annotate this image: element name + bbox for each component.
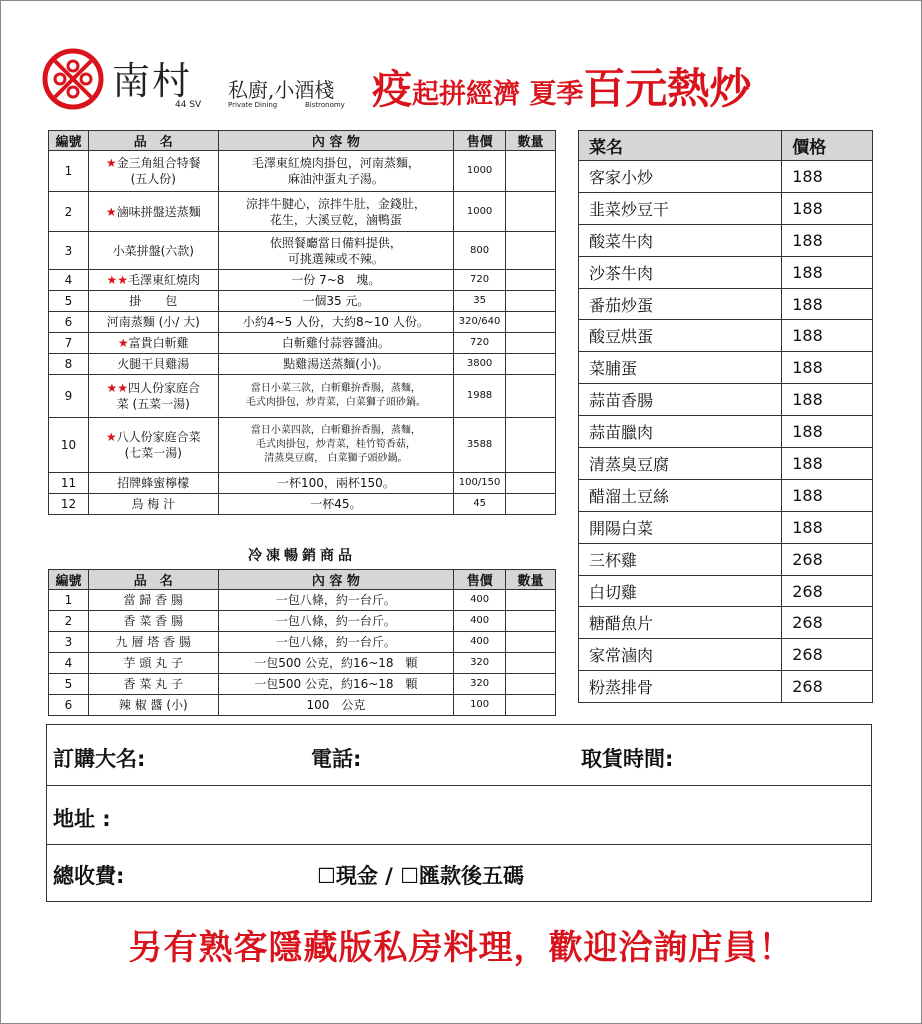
price-row (579, 288, 873, 320)
quantity-cell[interactable] (506, 291, 556, 312)
item-content-cell (218, 418, 453, 473)
price-row (579, 161, 873, 193)
item-price: 320 (454, 674, 506, 695)
quantity-cell[interactable] (506, 375, 556, 418)
price-row (579, 384, 873, 416)
item-number: 8 (49, 354, 89, 375)
order-row-address (47, 786, 871, 845)
dish-price: 188 (782, 320, 873, 352)
payment-method-options: ☐現金 / ☐匯款後五碼 (317, 864, 524, 888)
item-content-cell (218, 632, 454, 653)
item-price: 400 (454, 590, 506, 611)
item-content: 一包八條，約一台斤。 (275, 614, 396, 628)
menu-row (49, 418, 556, 473)
set-menu-table (48, 130, 556, 515)
price-row (579, 224, 873, 256)
quantity-cell[interactable] (506, 354, 556, 375)
slogan-part-1: 疫 (372, 67, 412, 113)
price-row (579, 416, 873, 448)
item-content-line-2: 花生，大溪豆乾，滷鴨蛋 (269, 212, 402, 227)
item-content-cell (218, 333, 453, 354)
dish-name: 三杯雞 (579, 543, 782, 575)
item-price: 45 (454, 494, 506, 515)
item-number: 1 (49, 590, 89, 611)
frozen-header-cell: 品 名 (88, 570, 218, 590)
item-name-line-2: 菜 (五菜一湯) (116, 397, 190, 411)
item-content: 一個35 元。 (302, 294, 370, 308)
item-name: 香 菜 丸 子 (123, 677, 183, 691)
dish-name: 客家小炒 (579, 161, 782, 193)
item-price: 35 (454, 291, 506, 312)
frozen-body (49, 590, 556, 716)
item-content-cell (218, 270, 453, 291)
item-name: 烏 梅 汁 (131, 497, 176, 511)
dish-price: 188 (782, 352, 873, 384)
address-label: 地址 : (53, 807, 111, 831)
menu-row (49, 151, 556, 192)
item-name-cell (88, 674, 218, 695)
item-name: 火腿干貝雞湯 (117, 357, 190, 371)
item-content-line-2: 毛式肉掛包，炒青菜，白菜獅子頭砂鍋。 (245, 397, 426, 408)
dish-price: 188 (782, 511, 873, 543)
dish-price: 268 (782, 543, 873, 575)
item-name: 小菜拼盤(六款) (112, 243, 194, 258)
quantity-cell[interactable] (506, 674, 556, 695)
item-name: 毛澤東紅燒肉 (128, 273, 201, 287)
price-row (579, 607, 873, 639)
menu-row (49, 192, 556, 232)
item-content-cell (218, 695, 454, 716)
brand-english-1: Private Dining (228, 101, 278, 109)
item-content: 當日小菜四款，白斬雞拚香腸，蒸麵， (250, 425, 421, 436)
item-name-cell (88, 354, 218, 375)
item-content-cell (218, 151, 453, 192)
item-name-cell (88, 590, 218, 611)
menu-header-cell: 品 名 (88, 131, 218, 151)
menu-row (49, 473, 556, 494)
item-content: 一份 7~8 塊。 (291, 273, 381, 287)
dish-name: 番茄炒蛋 (579, 288, 782, 320)
quantity-cell[interactable] (506, 151, 556, 192)
item-content: 白斬雞付蒜蓉醬油。 (281, 336, 390, 350)
item-number: 1 (49, 151, 89, 192)
price_list-header-cell: 價格 (782, 131, 873, 161)
item-number: 7 (49, 333, 89, 354)
item-number: 2 (49, 611, 89, 632)
menu-row (49, 494, 556, 515)
item-content-cell (218, 291, 453, 312)
item-content-line-3: 清蒸臭豆腐， 白菜獅子頭砂鍋。 (264, 453, 408, 464)
item-number: 6 (49, 312, 89, 333)
item-name-line-2: (七菜一湯) (124, 446, 182, 460)
item-name: 香 菜 香 腸 (123, 614, 183, 628)
dish-price: 188 (782, 448, 873, 480)
brand-code: 44 SV (175, 100, 202, 110)
item-content-cell (218, 611, 454, 632)
dish-price: 268 (782, 639, 873, 671)
price_list-header-cell: 菜名 (579, 131, 782, 161)
item-content: 當日小菜三款，白斬雞拚香腸，蒸麵， (250, 383, 421, 394)
dish-price: 268 (782, 607, 873, 639)
star-icon: ★ (105, 430, 117, 444)
dish-name: 韭菜炒豆干 (579, 192, 782, 224)
phone-label: 電話: (311, 747, 362, 771)
item-number: 5 (49, 291, 89, 312)
menu-row (49, 312, 556, 333)
item-name-cell (88, 375, 218, 418)
menu-header-cell: 內 容 物 (218, 131, 453, 151)
item-number: 3 (49, 232, 89, 270)
item-name: 富貴白斬雞 (128, 336, 189, 350)
item-name: 招牌蜂蜜檸檬 (117, 476, 190, 490)
price-header-row (579, 131, 873, 161)
item-content: 一包八條，約一台斤。 (275, 593, 396, 607)
frozen-header-cell: 數量 (506, 570, 556, 590)
quantity-cell[interactable] (506, 653, 556, 674)
item-content: 依照餐廳當日備料提供， (269, 235, 402, 250)
item-name-line-2: (五人份) (130, 172, 176, 186)
frozen-header-cell: 售價 (454, 570, 506, 590)
dish-name: 酸豆烘蛋 (579, 320, 782, 352)
restaurant-logo-icon (42, 48, 104, 110)
item-name-cell (88, 418, 218, 473)
dish-name: 清蒸臭豆腐 (579, 448, 782, 480)
order-form (46, 724, 872, 902)
quantity-cell[interactable] (506, 232, 556, 270)
item-price: 3800 (454, 354, 506, 375)
slogan-part-3: 百元熱炒 (583, 64, 752, 113)
item-name: 當 歸 香 腸 (123, 593, 183, 607)
price-body (579, 161, 873, 703)
frozen-row (49, 653, 556, 674)
item-content-cell (218, 192, 453, 232)
item-name-cell (88, 695, 218, 716)
item-number: 9 (49, 375, 89, 418)
item-number: 11 (49, 473, 89, 494)
frozen-header-row (49, 570, 556, 590)
dish-name: 蒜苗臘肉 (579, 416, 782, 448)
brand-english-2: Bistronomy (305, 101, 345, 109)
star-icon: ★★ (106, 273, 129, 287)
dish-name: 白切雞 (579, 575, 782, 607)
frozen-header-cell: 內 容 物 (218, 570, 454, 590)
item-name-cell (88, 333, 218, 354)
customer-name-label: 訂購大名: (53, 747, 146, 771)
item-content-cell (218, 494, 453, 515)
dish-price: 188 (782, 479, 873, 511)
quantity-cell[interactable] (506, 695, 556, 716)
dish-price: 188 (782, 256, 873, 288)
item-name: 八人份家庭合菜 (116, 430, 201, 444)
item-content: 點雞湯送蒸麵(小)。 (283, 357, 389, 371)
star-icon: ★ (105, 204, 117, 219)
dish-price: 268 (782, 671, 873, 703)
item-number: 12 (49, 494, 89, 515)
item-content-cell (218, 653, 454, 674)
menu-row (49, 291, 556, 312)
quantity-cell[interactable] (506, 270, 556, 291)
price-row (579, 543, 873, 575)
item-number: 5 (49, 674, 89, 695)
quantity-cell[interactable] (506, 611, 556, 632)
total-fee-label: 總收費: (53, 864, 125, 888)
menu-row (49, 270, 556, 291)
dish-price: 188 (782, 192, 873, 224)
item-content: 一杯100，兩杯150。 (276, 476, 395, 490)
price-row (579, 479, 873, 511)
item-content-cell (218, 674, 454, 695)
item-name-cell (88, 232, 218, 270)
item-number: 4 (49, 653, 89, 674)
item-name-cell (88, 494, 218, 515)
brand-name: 南村 (112, 59, 193, 103)
item-price: 100 (454, 695, 506, 716)
price-row (579, 575, 873, 607)
menu-row (49, 232, 556, 270)
item-content: 一包500 公克，約16~18 顆 (254, 677, 418, 691)
dish-name: 菜脯蛋 (579, 352, 782, 384)
item-number: 4 (49, 270, 89, 291)
pickup-time-label: 取貨時間: (581, 747, 674, 771)
item-name-cell (88, 473, 218, 494)
item-number: 6 (49, 695, 89, 716)
price-row (579, 192, 873, 224)
item-name-cell (88, 632, 218, 653)
item-content-cell (218, 590, 454, 611)
item-price: 320/640 (454, 312, 506, 333)
frozen-header-cell: 編號 (49, 570, 89, 590)
item-price: 1000 (454, 192, 506, 232)
dish-name: 沙茶牛肉 (579, 256, 782, 288)
item-content: 100 公克 (306, 698, 366, 712)
order-row-contact (47, 725, 871, 786)
item-price: 400 (454, 632, 506, 653)
quantity-cell[interactable] (506, 494, 556, 515)
price-row (579, 256, 873, 288)
dish-name: 粉蒸排骨 (579, 671, 782, 703)
menu-body (49, 151, 556, 515)
dish-name: 開陽白菜 (579, 511, 782, 543)
dish-name: 酸菜牛肉 (579, 224, 782, 256)
item-price: 1000 (454, 151, 506, 192)
quantity-cell[interactable] (506, 418, 556, 473)
dish-price: 188 (782, 416, 873, 448)
item-content-cell (218, 312, 453, 333)
quantity-cell[interactable] (506, 632, 556, 653)
item-name-cell (88, 270, 218, 291)
item-name: 芋 頭 丸 子 (123, 656, 183, 670)
menu-header-row (49, 131, 556, 151)
dish-name: 家常滷肉 (579, 639, 782, 671)
item-name-cell (88, 653, 218, 674)
promo-slogan (372, 56, 751, 116)
item-price: 100/150 (454, 473, 506, 494)
item-price: 1988 (454, 375, 506, 418)
dish-price: 188 (782, 161, 873, 193)
dish-name: 醋溜土豆絲 (579, 479, 782, 511)
frozen-row (49, 695, 556, 716)
price-row (579, 639, 873, 671)
item-number: 3 (49, 632, 89, 653)
item-name-cell (88, 192, 218, 232)
frozen-row (49, 674, 556, 695)
item-content-line-2: 毛式肉掛包，炒青菜，桂竹筍香菇， (255, 439, 416, 450)
dish-name: 糖醋魚片 (579, 607, 782, 639)
item-content-cell (218, 375, 453, 418)
item-content-cell (218, 473, 453, 494)
item-price: 720 (454, 333, 506, 354)
item-name-cell (88, 312, 218, 333)
star-icon: ★ (105, 156, 117, 170)
frozen-row (49, 590, 556, 611)
item-name-cell (88, 291, 218, 312)
item-price: 3588 (454, 418, 506, 473)
dish-price: 188 (782, 224, 873, 256)
item-price: 320 (454, 653, 506, 674)
price-row (579, 320, 873, 352)
item-price: 720 (454, 270, 506, 291)
item-content: 一包500 公克，約16~18 顆 (254, 656, 418, 670)
price-list-table (578, 130, 873, 703)
item-content-line-2: 可挑選辣或不辣。 (287, 251, 384, 266)
quantity-cell[interactable] (506, 312, 556, 333)
price-row (579, 352, 873, 384)
quantity-cell[interactable] (506, 333, 556, 354)
slogan-part-2: 起拼經濟 夏季 (412, 79, 584, 110)
item-name: 九 層 塔 香 腸 (115, 635, 191, 649)
dish-price: 188 (782, 288, 873, 320)
quantity-cell[interactable] (506, 192, 556, 232)
item-name: 河南蒸麵 (小/ 大) (106, 315, 200, 329)
menu-row (49, 354, 556, 375)
frozen-section-title: 冷凍暢銷商品 (248, 548, 356, 564)
frozen-row (49, 632, 556, 653)
price-row (579, 671, 873, 703)
item-name: 滷味拼盤送蒸麵 (116, 204, 201, 219)
menu-row (49, 333, 556, 354)
item-name: 四人份家庭合 (128, 381, 201, 395)
menu-header-cell: 編號 (49, 131, 89, 151)
menu-header-cell: 數量 (506, 131, 556, 151)
item-number: 2 (49, 192, 89, 232)
item-content: 一包八條，約一台斤。 (275, 635, 396, 649)
quantity-cell[interactable] (506, 473, 556, 494)
item-content-cell (218, 354, 453, 375)
item-content-cell (218, 232, 453, 270)
item-content-line-2: 麻油沖蛋丸子湯。 (287, 172, 384, 186)
item-content: 一杯45。 (310, 497, 362, 511)
item-price: 800 (454, 232, 506, 270)
price-row (579, 511, 873, 543)
menu-row (49, 375, 556, 418)
brand-subtitle: 私廚,小酒棧 (228, 78, 335, 102)
item-content: 小約4~5 人份，大約8~10 人份。 (242, 315, 429, 329)
item-name-cell (88, 151, 218, 192)
dish-name: 蒜苗香腸 (579, 384, 782, 416)
frozen-row (49, 611, 556, 632)
item-name: 掛 包 (129, 294, 178, 308)
menu-header-cell: 售價 (454, 131, 506, 151)
item-content: 毛澤東紅燒肉掛包，河南蒸麵， (251, 156, 420, 170)
item-name: 辣 椒 醬 (小) (118, 698, 188, 712)
hidden-menu-note: 另有熟客隱藏版私房料理，歡迎洽詢店員！ (128, 928, 794, 968)
frozen-products-table (48, 569, 556, 716)
item-price: 400 (454, 611, 506, 632)
order-row-payment (47, 845, 871, 901)
item-name: 金三角組合特餐 (116, 156, 201, 170)
dish-price: 188 (782, 384, 873, 416)
item-content: 涼拌牛腱心，涼拌牛肚，金錢肚， (245, 196, 426, 211)
star-icon: ★★ (106, 381, 129, 395)
quantity-cell[interactable] (506, 590, 556, 611)
star-icon: ★ (117, 336, 129, 350)
price-row (579, 448, 873, 480)
dish-price: 268 (782, 575, 873, 607)
item-name-cell (88, 611, 218, 632)
item-number: 10 (49, 418, 89, 473)
